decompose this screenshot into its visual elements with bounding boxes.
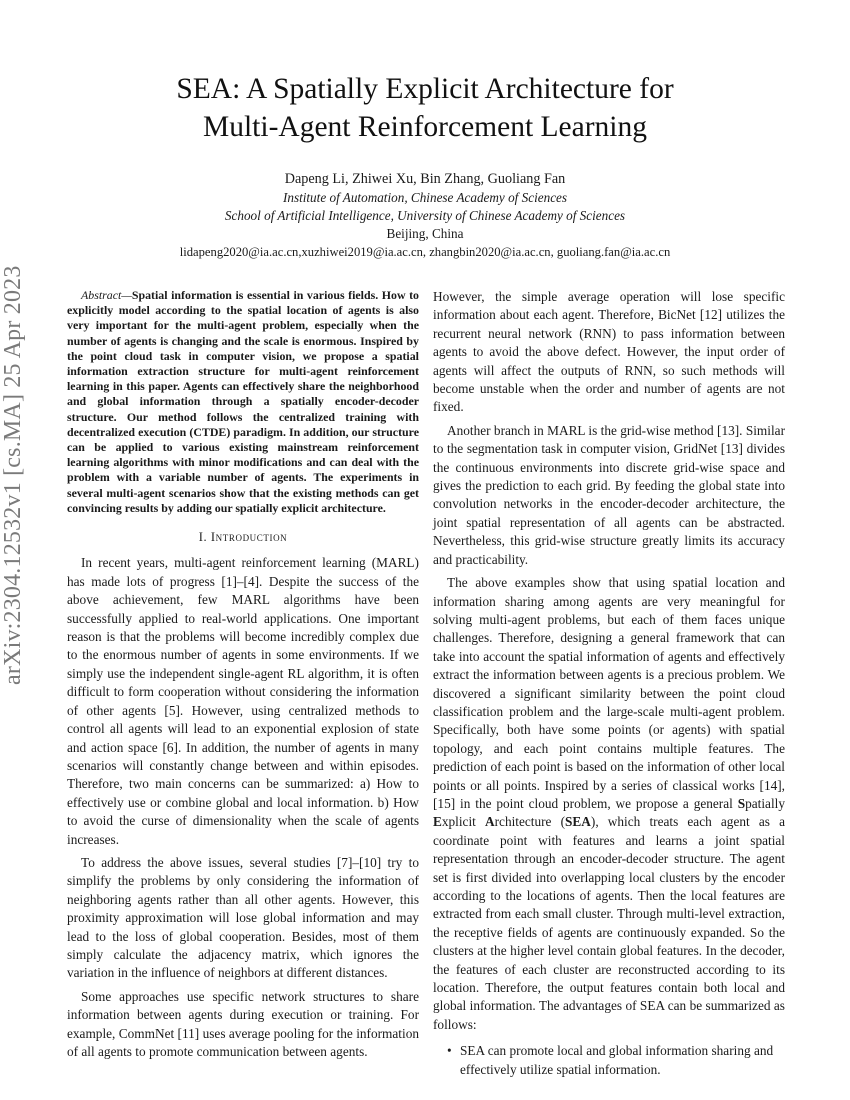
right-paragraph-3-end: ), which treats each agent as a coordinate point with features and learns a joint spatial representation through an encoder-decoder structure. The agent set is first divided into overlapping local clusters by the encoder according to the locations of agents. Then the local features are extracted from each small cluster. Through multi-level extraction, the receptive fields of agents are continuously expanded. So the clusters at the higher level contain global features. In the decoder, the features of each cluster are reconstructed according to its location. Therefore, the output features contain both local and global information. The advantages of SEA can be summarized as follows: [433, 814, 785, 1032]
sea-word-rchitecture: rchitecture ( [494, 814, 566, 830]
sea-letter-e: E [433, 814, 442, 830]
left-column [67, 288, 419, 1061]
title-line-2: Multi-Agent Reinforcement Learning [203, 111, 647, 143]
sea-letter-s: S [737, 795, 746, 811]
intro-paragraph-3: Some approaches use specific network structures to share information between agents during execution or training. For example, CommNet [11] uses average pooling for the information of all agents to promote communication between agents. [67, 988, 419, 1060]
affiliation-1: Institute of Automation, Chinese Academy of Sciences [282, 190, 568, 205]
contribution-list [433, 1042, 785, 1079]
sea-letter-a: A [485, 814, 495, 830]
right-paragraph-1: However, the simple average operation will lose specific information about each agent. Therefore, BicNet [12] utilizes the recurrent neural network (RNN) to pass information between agents to avoid the above defect. However, the input order of agents will affect the outputs of RNN, so such methods will become unstable when the order and number of agents are not fixed. [433, 289, 785, 415]
abstract [67, 288, 419, 516]
location: Beijing, China [386, 226, 464, 241]
contribution-item [433, 1042, 785, 1079]
arxiv-identifier: arXiv:2304.12532v1 [cs.MA] 25 Apr 2023 [0, 265, 26, 685]
section-heading-introduction: I. Introduction [198, 530, 288, 545]
bullet-icon: • [447, 1043, 452, 1059]
intro-paragraph-2: To address the above issues, several studies [7]–[10] try to simplify the problems by only considering the information of neighboring agents rather than all other agents. However, this proximity approximation will lose global information and may lead to the loss of global cooperation. Besides, most of them simply calculate the adjacency matrix, which ignores the variation in the influence of neighbors at different distances. [67, 854, 419, 981]
right-paragraph-3-start: The above examples show that using spatial location and information sharing among agents are very meaningful for solving multi-agent problems, but each of them faces unique challenges. Therefore, designing a general framework that can take into account the spatial information of agents and effectively extract the information between agents is a precious problem. We discovered a significant similarity between the point cloud classification problem and the large-scale multi-agent problem. Specifically, both have some points (or agents) with spatial topology, and each point contains multiple features. The prediction of each point is based on the information of other local points or all points. Inspired by a series of classical works [14], [15] in the point cloud problem, we propose a general [433, 575, 785, 811]
title-line-1: SEA: A Spatially Explicit Architecture for [176, 73, 674, 105]
sea-word-xplicit: xplicit [441, 814, 485, 830]
right-paragraph-2: Another branch in MARL is the grid-wise method [13]. Similar to the segmentation task in computer vision, GridNet [13] divides the continuous environments into discrete grid-wise space and gives the prediction to each grid. By feeding the global state into convolution networks in the encoder-decoder architecture, the joint spatial representation of all agents can be abstracted. Nevertheless, this grid-wise structure greatly limits its accuracy and practicability. [433, 422, 785, 567]
abstract-text: Spatial information is essential in various fields. How to explicitly model according to the spatial location of agents is also very important for the multi-agent problem, especially when the number of agents is changing and the scale is enormous. Inspired by the point cloud task in computer vision, we propose a spatial information extraction structure for multi-agent reinforcement learning in this paper. Agents can effectively share the neighborhood and global information through a spatially encoder-decoder structure. Our method follows the centralized training with decentralized execution (CTDE) paradigm. In addition, our structure can be applied to various existing mainstream reinforcement learning algorithms with minor modifications and can deal with the problem with a variable number of agents. The experiments in several multi-agent scenarios show that the existing methods can get convincing results by adding our spatially explicit architecture. [67, 288, 419, 515]
right-paragraph-3 [433, 574, 785, 1034]
sea-word-patially: patially [745, 795, 785, 811]
paper-title [60, 70, 790, 146]
title-block [60, 70, 790, 261]
affiliation-2: School of Artificial Intelligence, University of Chinese Academy of Sciences [224, 208, 626, 223]
abstract-label: Abstract— [81, 288, 132, 302]
author-emails: lidapeng2020@ia.ac.cn,xuzhiwei2019@ia.ac.cn, zhangbin2020@ia.ac.cn, guoliang.fan@ia.ac.cn [179, 245, 671, 259]
author-list: Dapeng Li, Zhiwei Xu, Bin Zhang, Guoliang Fan [284, 171, 566, 187]
sea-abbreviation: SEA [565, 814, 591, 830]
intro-paragraph-1: In recent years, multi-agent reinforcement learning (MARL) has made lots of progress [1]–[4]. Despite the success of the above achievement, few MARL algorithms have been successfully applied to real-world applications. One important reason is that the problems will become incredibly complex due to the enormous number of agents in some environments. If we simply use the independent single-agent RL algorithm, it is often difficult to form cooperation without considering the information of other agents [5]. However, using centralized methods to control all agents will lead to an exponential explosion of state and action space [6]. In addition, the number of agents in many scenarios will constantly change between and within episodes. Therefore, two main concerns can be summarized: a) How to effectively use or combine global and local information. b) How to avoid the curse of dimensionality when the scale of agents increases. [67, 555, 419, 847]
right-column [433, 288, 785, 1079]
contribution-text: SEA can promote local and global information sharing and effectively utilize spatial information. [460, 1043, 774, 1077]
